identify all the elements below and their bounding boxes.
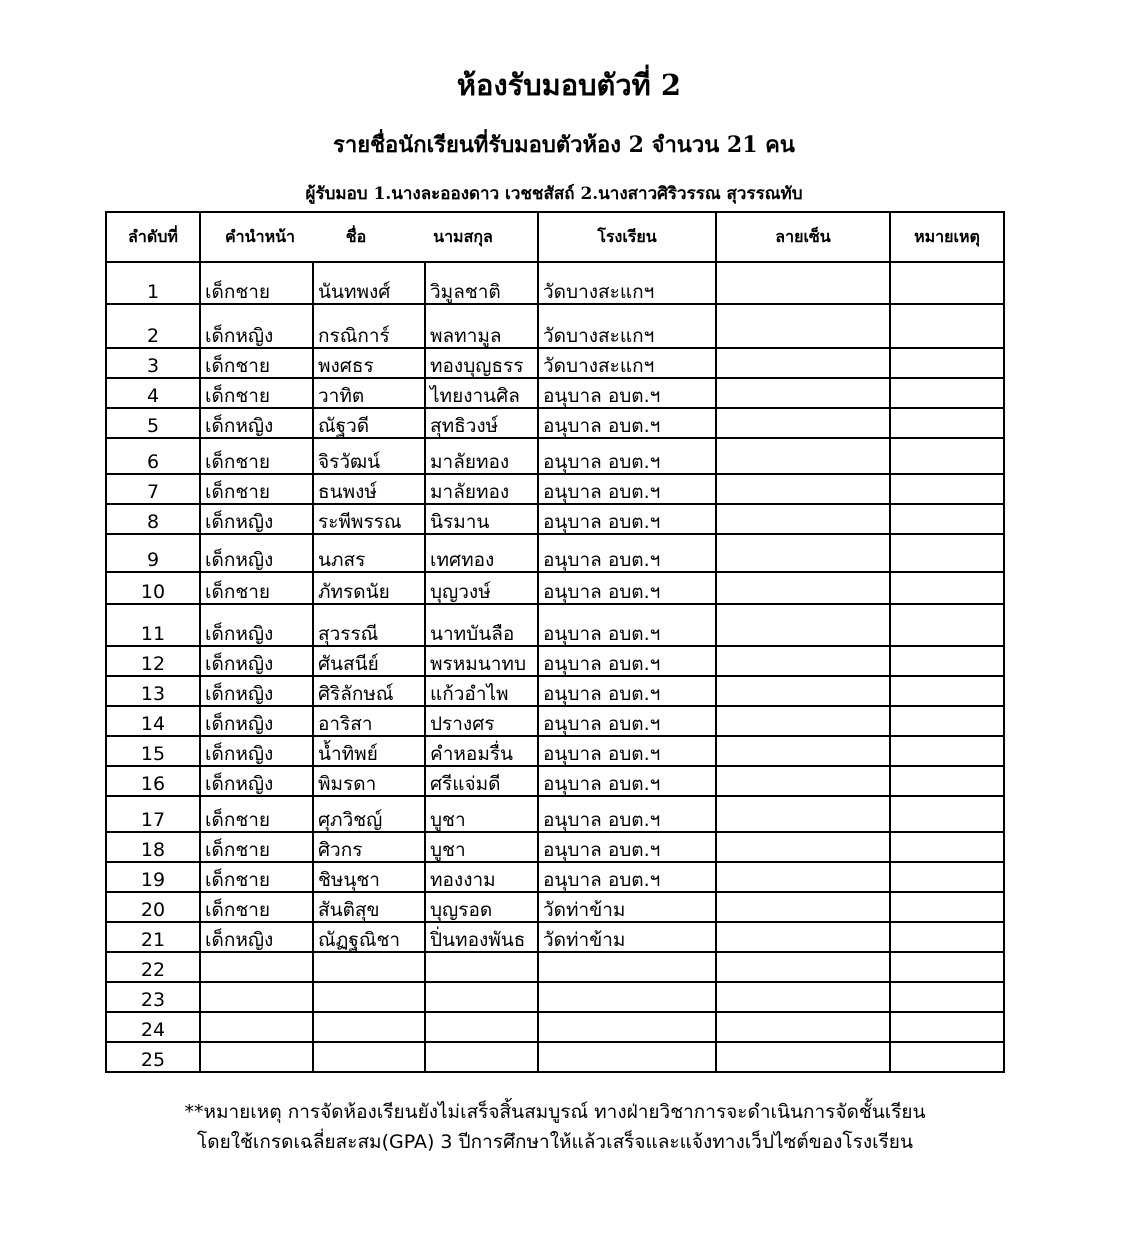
- cell-prefix: [200, 982, 313, 1012]
- cell-signature: [716, 534, 890, 572]
- cell-prefix: เด็กหญิง: [200, 706, 313, 736]
- cell-no: 3: [106, 348, 200, 378]
- cell-school: วัดบางสะแกฯ: [538, 348, 716, 378]
- cell-first-name: สันติสุข: [313, 892, 425, 922]
- cell-surname: มาลัยทอง: [425, 438, 538, 474]
- cell-signature: [716, 832, 890, 862]
- table-row: [106, 952, 1004, 982]
- header-first-name: ชื่อ: [345, 227, 367, 246]
- cell-signature: [716, 736, 890, 766]
- cell-remark: [890, 438, 1004, 474]
- cell-remark: [890, 474, 1004, 504]
- cell-remark: [890, 1042, 1004, 1072]
- cell-no: 16: [106, 766, 200, 796]
- cell-school: อนุบาล อบต.ฯ: [538, 706, 716, 736]
- cell-school: อนุบาล อบต.ฯ: [538, 378, 716, 408]
- cell-signature: [716, 378, 890, 408]
- header-school: โรงเรียน: [538, 212, 716, 262]
- cell-surname: พรหมนาทบ: [425, 646, 538, 676]
- cell-school: [538, 1042, 716, 1072]
- cell-remark: [890, 676, 1004, 706]
- cell-surname: พลทามูล: [425, 304, 538, 348]
- cell-signature: [716, 796, 890, 832]
- cell-no: 20: [106, 892, 200, 922]
- cell-signature: [716, 982, 890, 1012]
- cell-first-name: นภสร: [313, 534, 425, 572]
- cell-no: 9: [106, 534, 200, 572]
- cell-signature: [716, 706, 890, 736]
- cell-no: 1: [106, 262, 200, 304]
- cell-remark: [890, 378, 1004, 408]
- cell-signature: [716, 348, 890, 378]
- cell-signature: [716, 572, 890, 604]
- cell-surname: [425, 982, 538, 1012]
- header-remark: หมายเหตุ: [890, 212, 1004, 262]
- cell-remark: [890, 892, 1004, 922]
- cell-signature: [716, 474, 890, 504]
- cell-prefix: เด็กชาย: [200, 438, 313, 474]
- cell-first-name: [313, 1042, 425, 1072]
- cell-first-name: ภัทรดนัย: [313, 572, 425, 604]
- cell-signature: [716, 922, 890, 952]
- cell-signature: [716, 262, 890, 304]
- cell-first-name: ธนพงษ์: [313, 474, 425, 504]
- cell-signature: [716, 1042, 890, 1072]
- cell-surname: แก้วอำไพ: [425, 676, 538, 706]
- cell-first-name: ระพีพรรณ: [313, 504, 425, 534]
- cell-first-name: วาทิต: [313, 378, 425, 408]
- cell-no: 4: [106, 378, 200, 408]
- cell-first-name: อาริสา: [313, 706, 425, 736]
- cell-surname: นิรมาน: [425, 504, 538, 534]
- cell-signature: [716, 952, 890, 982]
- cell-no: 17: [106, 796, 200, 832]
- cell-school: วัดบางสะแกฯ: [538, 304, 716, 348]
- cell-first-name: [313, 952, 425, 982]
- cell-no: 5: [106, 408, 200, 438]
- cell-prefix: [200, 1012, 313, 1042]
- table-row: [106, 348, 1004, 378]
- cell-remark: [890, 572, 1004, 604]
- cell-surname: คำหอมรื่น: [425, 736, 538, 766]
- cell-first-name: [313, 982, 425, 1012]
- cell-school: อนุบาล อบต.ฯ: [538, 534, 716, 572]
- cell-first-name: ณัฐวดี: [313, 408, 425, 438]
- cell-remark: [890, 348, 1004, 378]
- table-row: [106, 982, 1004, 1012]
- header-signature: ลายเซ็น: [716, 212, 890, 262]
- cell-surname: สุทธิวงษ์: [425, 408, 538, 438]
- cell-remark: [890, 982, 1004, 1012]
- cell-prefix: [200, 1042, 313, 1072]
- cell-no: 2: [106, 304, 200, 348]
- receivers-line: ผู้รับมอบ 1.นางละอองดาว เวชชสัสถ์ 2.นางสาวศิริวรรณ สุวรรณทับ: [305, 184, 803, 204]
- cell-prefix: เด็กหญิง: [200, 604, 313, 646]
- cell-surname: ปิ่นทองพันธ: [425, 922, 538, 952]
- cell-signature: [716, 504, 890, 534]
- cell-prefix: [200, 952, 313, 982]
- cell-no: 10: [106, 572, 200, 604]
- cell-first-name: [313, 1012, 425, 1042]
- cell-first-name: พงศธร: [313, 348, 425, 378]
- table-row: [106, 922, 1004, 952]
- cell-no: 8: [106, 504, 200, 534]
- cell-first-name: กรณิการ์: [313, 304, 425, 348]
- cell-remark: [890, 736, 1004, 766]
- cell-remark: [890, 534, 1004, 572]
- cell-surname: บุญวงษ์: [425, 572, 538, 604]
- cell-surname: [425, 1042, 538, 1072]
- cell-school: [538, 982, 716, 1012]
- cell-surname: ปรางศร: [425, 706, 538, 736]
- cell-surname: บูชา: [425, 832, 538, 862]
- cell-school: [538, 952, 716, 982]
- cell-signature: [716, 1012, 890, 1042]
- cell-school: วัดบางสะแกฯ: [538, 262, 716, 304]
- cell-signature: [716, 766, 890, 796]
- table-row: [106, 706, 1004, 736]
- cell-remark: [890, 1012, 1004, 1042]
- cell-school: วัดท่าข้าม: [538, 922, 716, 952]
- cell-signature: [716, 646, 890, 676]
- cell-surname: [425, 952, 538, 982]
- table-row: [106, 438, 1004, 474]
- cell-school: อนุบาล อบต.ฯ: [538, 504, 716, 534]
- cell-first-name: ชิษนุชา: [313, 862, 425, 892]
- cell-surname: วิมูลชาติ: [425, 262, 538, 304]
- cell-signature: [716, 676, 890, 706]
- cell-school: อนุบาล อบต.ฯ: [538, 474, 716, 504]
- cell-no: 13: [106, 676, 200, 706]
- cell-no: 22: [106, 952, 200, 982]
- cell-signature: [716, 304, 890, 348]
- table-row: [106, 378, 1004, 408]
- cell-surname: ไทยงานศิล: [425, 378, 538, 408]
- cell-signature: [716, 604, 890, 646]
- cell-school: อนุบาล อบต.ฯ: [538, 832, 716, 862]
- cell-surname: ทองบุญธรร: [425, 348, 538, 378]
- cell-surname: นาทบันลือ: [425, 604, 538, 646]
- page-subtitle: รายชื่อนักเรียนที่รับมอบตัวห้อง 2 จำนวน 21 คน: [333, 132, 795, 158]
- cell-first-name: จิรวัฒน์: [313, 438, 425, 474]
- cell-no: 7: [106, 474, 200, 504]
- footnote-line-2: โดยใช้เกรดเฉลี่ยสะสม(GPA) 3 ปีการศึกษาให้แล้วเสร็จและแจ้งทางเว็ปไซต์ของโรงเรียน: [197, 1131, 913, 1153]
- cell-prefix: เด็กชาย: [200, 892, 313, 922]
- cell-first-name: สุวรรณี: [313, 604, 425, 646]
- cell-remark: [890, 766, 1004, 796]
- cell-first-name: นันทพงศ์: [313, 262, 425, 304]
- student-roster-table: [105, 211, 1005, 1073]
- cell-no: 19: [106, 862, 200, 892]
- header-name-group: [200, 212, 538, 262]
- cell-signature: [716, 892, 890, 922]
- cell-no: 11: [106, 604, 200, 646]
- cell-surname: บูชา: [425, 796, 538, 832]
- table-row: [106, 736, 1004, 766]
- cell-first-name: ณัฏฐณิชา: [313, 922, 425, 952]
- cell-no: 6: [106, 438, 200, 474]
- cell-first-name: น้ำทิพย์: [313, 736, 425, 766]
- table-row: [106, 1042, 1004, 1072]
- table-row: [106, 408, 1004, 438]
- cell-no: 23: [106, 982, 200, 1012]
- cell-school: อนุบาล อบต.ฯ: [538, 736, 716, 766]
- cell-no: 21: [106, 922, 200, 952]
- cell-signature: [716, 408, 890, 438]
- cell-prefix: เด็กชาย: [200, 348, 313, 378]
- cell-no: 12: [106, 646, 200, 676]
- table-row: [106, 474, 1004, 504]
- footnote-line-1: **หมายเหตุ การจัดห้องเรียนยังไม่เสร็จสิ้นสมบูรณ์ ทางฝ่ายวิชาการจะดำเนินการจัดชั้นเรียน: [184, 1101, 926, 1123]
- header-prefix: คำนำหน้า: [224, 227, 296, 246]
- cell-school: อนุบาล อบต.ฯ: [538, 408, 716, 438]
- cell-school: อนุบาล อบต.ฯ: [538, 796, 716, 832]
- cell-surname: บุญรอด: [425, 892, 538, 922]
- cell-prefix: เด็กชาย: [200, 862, 313, 892]
- table-row: [106, 504, 1004, 534]
- cell-signature: [716, 438, 890, 474]
- cell-first-name: พิมรดา: [313, 766, 425, 796]
- table-row: [106, 572, 1004, 604]
- cell-prefix: เด็กหญิง: [200, 504, 313, 534]
- cell-prefix: เด็กหญิง: [200, 408, 313, 438]
- table-row: [106, 646, 1004, 676]
- table-row: [106, 832, 1004, 862]
- cell-prefix: เด็กหญิง: [200, 766, 313, 796]
- cell-no: 24: [106, 1012, 200, 1042]
- cell-remark: [890, 832, 1004, 862]
- cell-prefix: เด็กหญิง: [200, 676, 313, 706]
- table-row: [106, 766, 1004, 796]
- cell-prefix: เด็กหญิง: [200, 736, 313, 766]
- cell-remark: [890, 408, 1004, 438]
- cell-surname: ทองงาม: [425, 862, 538, 892]
- table-row: [106, 862, 1004, 892]
- cell-first-name: ศันสนีย์: [313, 646, 425, 676]
- cell-remark: [890, 952, 1004, 982]
- cell-prefix: เด็กชาย: [200, 572, 313, 604]
- cell-prefix: เด็กหญิง: [200, 304, 313, 348]
- cell-prefix: เด็กชาย: [200, 378, 313, 408]
- cell-remark: [890, 862, 1004, 892]
- cell-school: อนุบาล อบต.ฯ: [538, 604, 716, 646]
- table-row: [106, 262, 1004, 304]
- cell-school: [538, 1012, 716, 1042]
- header-surname: นามสกุล: [433, 227, 493, 246]
- cell-remark: [890, 262, 1004, 304]
- table-row: [106, 676, 1004, 706]
- footnote: [0, 1097, 1110, 1157]
- cell-surname: เทศทอง: [425, 534, 538, 572]
- cell-first-name: ศุภวิชญ์: [313, 796, 425, 832]
- cell-prefix: เด็กหญิง: [200, 646, 313, 676]
- table-body: [106, 262, 1004, 1072]
- cell-remark: [890, 504, 1004, 534]
- cell-prefix: เด็กหญิง: [200, 922, 313, 952]
- cell-prefix: เด็กชาย: [200, 832, 313, 862]
- cell-remark: [890, 304, 1004, 348]
- cell-remark: [890, 922, 1004, 952]
- cell-remark: [890, 604, 1004, 646]
- cell-prefix: เด็กชาย: [200, 474, 313, 504]
- cell-school: วัดท่าข้าม: [538, 892, 716, 922]
- cell-prefix: เด็กหญิง: [200, 534, 313, 572]
- cell-school: อนุบาล อบต.ฯ: [538, 676, 716, 706]
- header-no: ลำดับที่: [106, 212, 200, 262]
- cell-remark: [890, 796, 1004, 832]
- cell-remark: [890, 706, 1004, 736]
- cell-no: 15: [106, 736, 200, 766]
- cell-signature: [716, 862, 890, 892]
- table-row: [106, 1012, 1004, 1042]
- page-title: ห้องรับมอบตัวที่ 2: [456, 68, 682, 102]
- cell-school: อนุบาล อบต.ฯ: [538, 862, 716, 892]
- table-row: [106, 796, 1004, 832]
- cell-school: อนุบาล อบต.ฯ: [538, 766, 716, 796]
- cell-surname: มาลัยทอง: [425, 474, 538, 504]
- table-row: [106, 304, 1004, 348]
- cell-no: 18: [106, 832, 200, 862]
- cell-no: 14: [106, 706, 200, 736]
- cell-prefix: เด็กชาย: [200, 796, 313, 832]
- cell-no: 25: [106, 1042, 200, 1072]
- cell-remark: [890, 646, 1004, 676]
- table-header-row: [106, 212, 1004, 262]
- table-row: [106, 534, 1004, 572]
- cell-school: อนุบาล อบต.ฯ: [538, 572, 716, 604]
- table-row: [106, 892, 1004, 922]
- cell-first-name: ศิวกร: [313, 832, 425, 862]
- cell-surname: [425, 1012, 538, 1042]
- table-row: [106, 604, 1004, 646]
- cell-surname: ศรีแจ่มดี: [425, 766, 538, 796]
- cell-first-name: ศิริลักษณ์: [313, 676, 425, 706]
- cell-school: อนุบาล อบต.ฯ: [538, 646, 716, 676]
- cell-school: อนุบาล อบต.ฯ: [538, 438, 716, 474]
- cell-prefix: เด็กชาย: [200, 262, 313, 304]
